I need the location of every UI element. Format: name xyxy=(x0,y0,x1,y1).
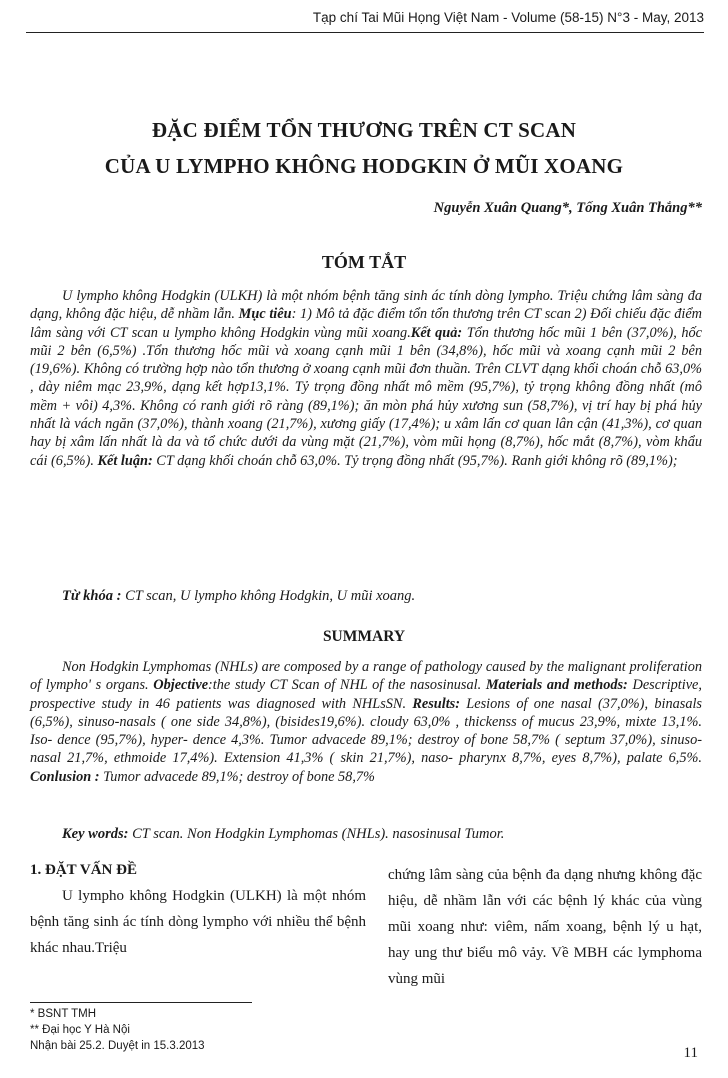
abstract-vi xyxy=(30,287,702,470)
abstract-vi-heading: TÓM TẮT xyxy=(321,252,407,272)
title-line-1: ĐẶC ĐIỂM TỔN THƯƠNG TRÊN CT SCAN xyxy=(151,118,577,142)
header-rule xyxy=(26,32,704,33)
footnotes xyxy=(30,1006,205,1054)
abstract-vi-part1: U lympho không Hodgkin (ULKH) là một nhóm bệnh tăng sinh ác tính dòng lympho. Triệu chứng lâm sàng đa dạng, không đặc hiệu, dễ nhầm lẫn. xyxy=(30,288,702,323)
abstract-en-part4: Lesions of one nasal (37,0%), binasals (6,5%), sinuso-nasals ( one side 34,8%), (bisides19,6%). cloudy 63,0% , thickenss of mucus 23,9%, mixte 13,1%. Iso- dence (95,7%), hyper- dence 4,3%. Tumor advacede 89,1%; destroy of bone 58,7% ( septum 37,0%), sinuso-nasal 21,7%, ethmoide 17,4%). Extension 41,3% ( skin 21,7%), naso- pharynx 8,7%, eyes 8,7%), palate 6,5%. xyxy=(30,695,702,767)
abstract-en-part5: Tumor advacede 89,1%; destroy of bone 58,7% xyxy=(99,768,375,785)
section-1-heading: 1. ĐẶT VẤN ĐỀ xyxy=(30,862,137,878)
page-number: 11 xyxy=(683,1045,698,1061)
keywords-en-label: Key words: xyxy=(62,826,129,842)
section-1-left-text: U lympho không Hodgkin (ULKH) là một nhóm bệnh tăng sinh ác tính dòng lympho với nhiều thể bệnh khác nhau.Triệu xyxy=(30,888,366,956)
keywords-vi-text: CT scan, U lympho không Hodgkin, U mũi xoang. xyxy=(121,588,416,604)
section-1-right-text: chứng lâm sàng của bệnh đa dạng nhưng không đặc hiệu, dễ nhầm lẫn với các bệnh lý khác của vùng mũi xoang như: viêm, nấm xoang, bệnh lý u hạt, hay ung thư biểu mô vảy. Về MBH các lymphoma vùng mũi xyxy=(388,867,702,987)
body-column-right xyxy=(388,862,702,992)
abstract-vi-text xyxy=(30,287,702,470)
abstract-en xyxy=(30,658,702,786)
label-objective-vi: Mục tiêu xyxy=(238,306,292,323)
label-methods-en: Materials and methods: xyxy=(485,677,628,694)
label-conclusion-en: Conlusion : xyxy=(30,768,100,785)
footnote-2: ** Đại học Y Hà Nội xyxy=(30,1024,130,1036)
keywords-en-text: CT scan. Non Hodgkin Lymphomas (NHLs). nasosinusal Tumor. xyxy=(128,826,505,842)
running-header: Tạp chí Tai Mũi Họng Việt Nam - Volume (58-15) N°3 - May, 2013 xyxy=(312,10,704,25)
keywords-vi xyxy=(30,588,702,605)
abstract-vi-part3: Tổn thương hốc mũi 1 bên (37,0%), hốc mũi 2 bên (6,5%) .Tổn thương hốc mũi và xoang cạnh mũi 1 bên (34,8%), hốc mũi và xoang cạnh mũi 2 bên (19,6%). Không có trường hợp nào tổn thương ở xoang cạnh mũi đơn thuần. Trên CLVT dạng khối choán chỗ 63,0% , dày niêm mạc 23,9%, dạng kết hợp13,1%. Tỷ trọng đồng nhất mô mềm (95,7%), tỷ trọng không đồng nhất (mô mềm + vôi) 4,3%. Không có ranh giới rõ ràng (89,1%); ăn mòn phá hủy xương sun (58,7%), vị trí hay bị phá hủy nhất là vách ngăn (37,0%), thành xoang (21,7%), xương giấy (17,4%); u xâm lấn cơ quan lân cận (41,3%), cơ quan hay bị xâm lấn nhất là da và tổ chức dưới da vùng mặt (21,7%), vòm mũi họng (8,7%), hốc mắt (8,7%), vòm khẩu cái (6,5%). xyxy=(30,324,703,469)
article-title xyxy=(40,112,688,184)
abstract-vi-part4: CT dạng khối choán chỗ 63,0%. Tỷ trọng đồng nhất (95,7%). Ranh giới không rõ (89,1%); xyxy=(152,452,678,469)
keywords-en xyxy=(30,826,702,843)
footnote-3: Nhận bài 25.2. Duyệt in 15.3.2013 xyxy=(30,1040,205,1052)
label-results-vi: Kết quả: xyxy=(410,324,463,341)
footnote-rule xyxy=(30,1002,252,1003)
abstract-vi-part2: : 1) Mô tả đặc điểm tổn tổn thương trên CT scan 2) Đối chiếu đặc điểm lâm sàng với CT scan u lympho không Hodgkin vùng mũi xoang. xyxy=(30,306,702,341)
keywords-vi-label: Từ khóa : xyxy=(62,588,122,604)
abstract-en-part1: Non Hodgkin Lymphomas (NHLs) are composed by a range of pathology caused by the malignant proliferation of lympho' s organs. xyxy=(30,659,702,694)
title-line-2: CỦA U LYMPHO KHÔNG HODGKIN Ở MŨI XOANG xyxy=(104,154,624,178)
label-conclusion-vi: Kết luận: xyxy=(97,452,153,469)
abstract-en-part3: Descriptive, prospective study in 46 patients was diagnosed with NHLsSN. xyxy=(30,677,702,712)
label-results-en: Results: xyxy=(412,695,460,712)
abstract-en-part2: :the study CT Scan of NHL of the nasosinusal. xyxy=(208,677,486,694)
footnote-1: * BSNT TMH xyxy=(30,1008,97,1020)
abstract-en-heading: SUMMARY xyxy=(322,628,406,645)
authors: Nguyễn Xuân Quang*, Tống Xuân Thắng** xyxy=(433,200,702,216)
abstract-en-text xyxy=(30,658,702,786)
label-objective-en: Objective xyxy=(153,677,209,694)
body-column-left xyxy=(30,862,366,961)
